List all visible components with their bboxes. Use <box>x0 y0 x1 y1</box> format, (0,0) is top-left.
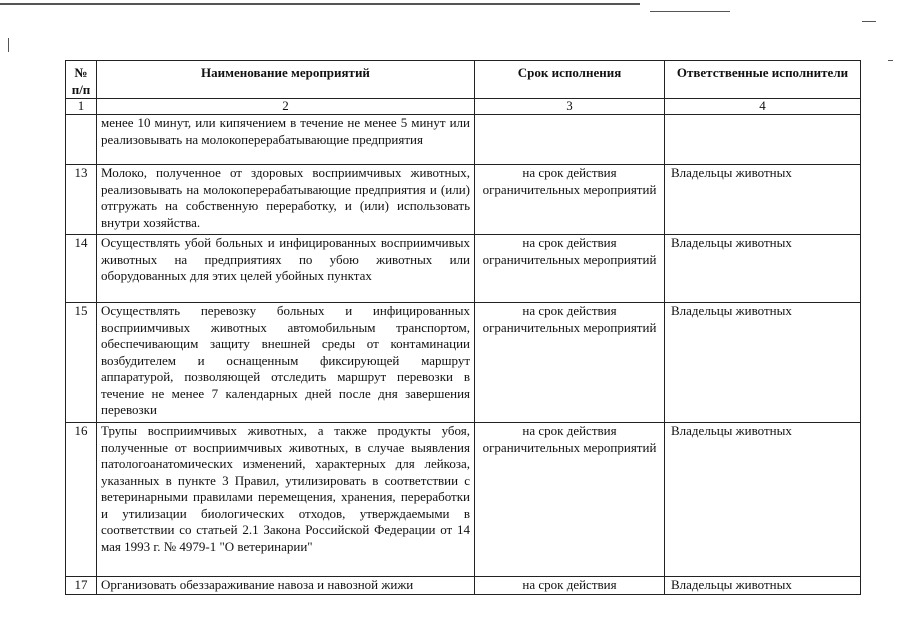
row-responsible: Владельцы животных <box>665 303 861 423</box>
row-term <box>475 115 665 165</box>
row-responsible: Владельцы животных <box>665 235 861 303</box>
row-number <box>66 115 97 165</box>
header-num: № п/п <box>66 61 97 99</box>
row-measure: Молоко, полученное от здоровых восприимчивых животных, реализовывать на молокоперерабатывающие предприятия и (или) отгружать на собственную переработку, и (или) использовать внутри хозяйства. <box>97 165 475 235</box>
column-index: 3 <box>475 99 665 115</box>
header-resp: Ответственные исполнители <box>665 61 861 99</box>
row-responsible: Владельцы животных <box>665 423 861 577</box>
row-term: на срок действия ограничительных мероприятий <box>475 235 665 303</box>
column-index: 4 <box>665 99 861 115</box>
measures-table <box>65 60 861 595</box>
row-term: на срок действия ограничительных мероприятий <box>475 303 665 423</box>
row-number: 16 <box>66 423 97 577</box>
row-number: 13 <box>66 165 97 235</box>
table-row <box>66 423 861 577</box>
scan-artifact-right-mark <box>862 21 876 22</box>
table-row <box>66 165 861 235</box>
row-responsible <box>665 115 861 165</box>
row-term: на срок действия ограничительных мероприятий <box>475 165 665 235</box>
row-measure: Организовать обеззараживание навоза и навозной жижи <box>97 577 475 595</box>
table-row <box>66 115 861 165</box>
column-index: 1 <box>66 99 97 115</box>
scan-artifact-top-line <box>0 3 640 5</box>
row-measure: Осуществлять убой больных и инфицированных восприимчивых животных на предприятиях по убою животных или оборудованных для этих целей убойных пунктах <box>97 235 475 303</box>
row-responsible: Владельцы животных <box>665 165 861 235</box>
row-measure: менее 10 минут, или кипячением в течение не менее 5 минут или реализовывать на молокоперерабатывающие предприятия <box>97 115 475 165</box>
row-number: 14 <box>66 235 97 303</box>
table-row <box>66 577 861 595</box>
column-index: 2 <box>97 99 475 115</box>
table-row <box>66 303 861 423</box>
row-measure: Осуществлять перевозку больных и инфицированных восприимчивых животных автомобильным транспортом, обеспечивающим защиту внешней среды от контаминации возбудителем и оснащенным фиксирующей маршрут аппаратурой, позволяющей отследить маршрут перевозки в течение не менее 7 календарных дней после дня завершения перевозки <box>97 303 475 423</box>
header-row <box>66 61 861 99</box>
header-term: Срок исполнения <box>475 61 665 99</box>
row-number: 15 <box>66 303 97 423</box>
row-measure: Трупы восприимчивых животных, а также продукты убоя, полученные от восприимчивых животных, в случае выявления патологоанатомических изменений, характерных для лейкоза, указанных в пункте 3 Правил, утилизировать в соответствии с ветеринарными правилами перемещения, хранения, переработки и утилизации биологических отходов, утверждаемыми в соответствии со статьей 2.1 Закона Российской Федерации от 14 мая 1993 г. № 4979-1 "О ветеринарии" <box>97 423 475 577</box>
row-responsible: Владельцы животных <box>665 577 861 595</box>
header-name: Наименование мероприятий <box>97 61 475 99</box>
row-term: на срок действия ограничительных мероприятий <box>475 423 665 577</box>
table-row <box>66 235 861 303</box>
scan-artifact-left-mark <box>8 38 9 52</box>
column-index-row <box>66 99 861 115</box>
row-number: 17 <box>66 577 97 595</box>
row-term: на срок действия <box>475 577 665 595</box>
scan-artifact-right-dash <box>888 60 893 61</box>
scan-artifact-top-line-right <box>650 11 730 12</box>
